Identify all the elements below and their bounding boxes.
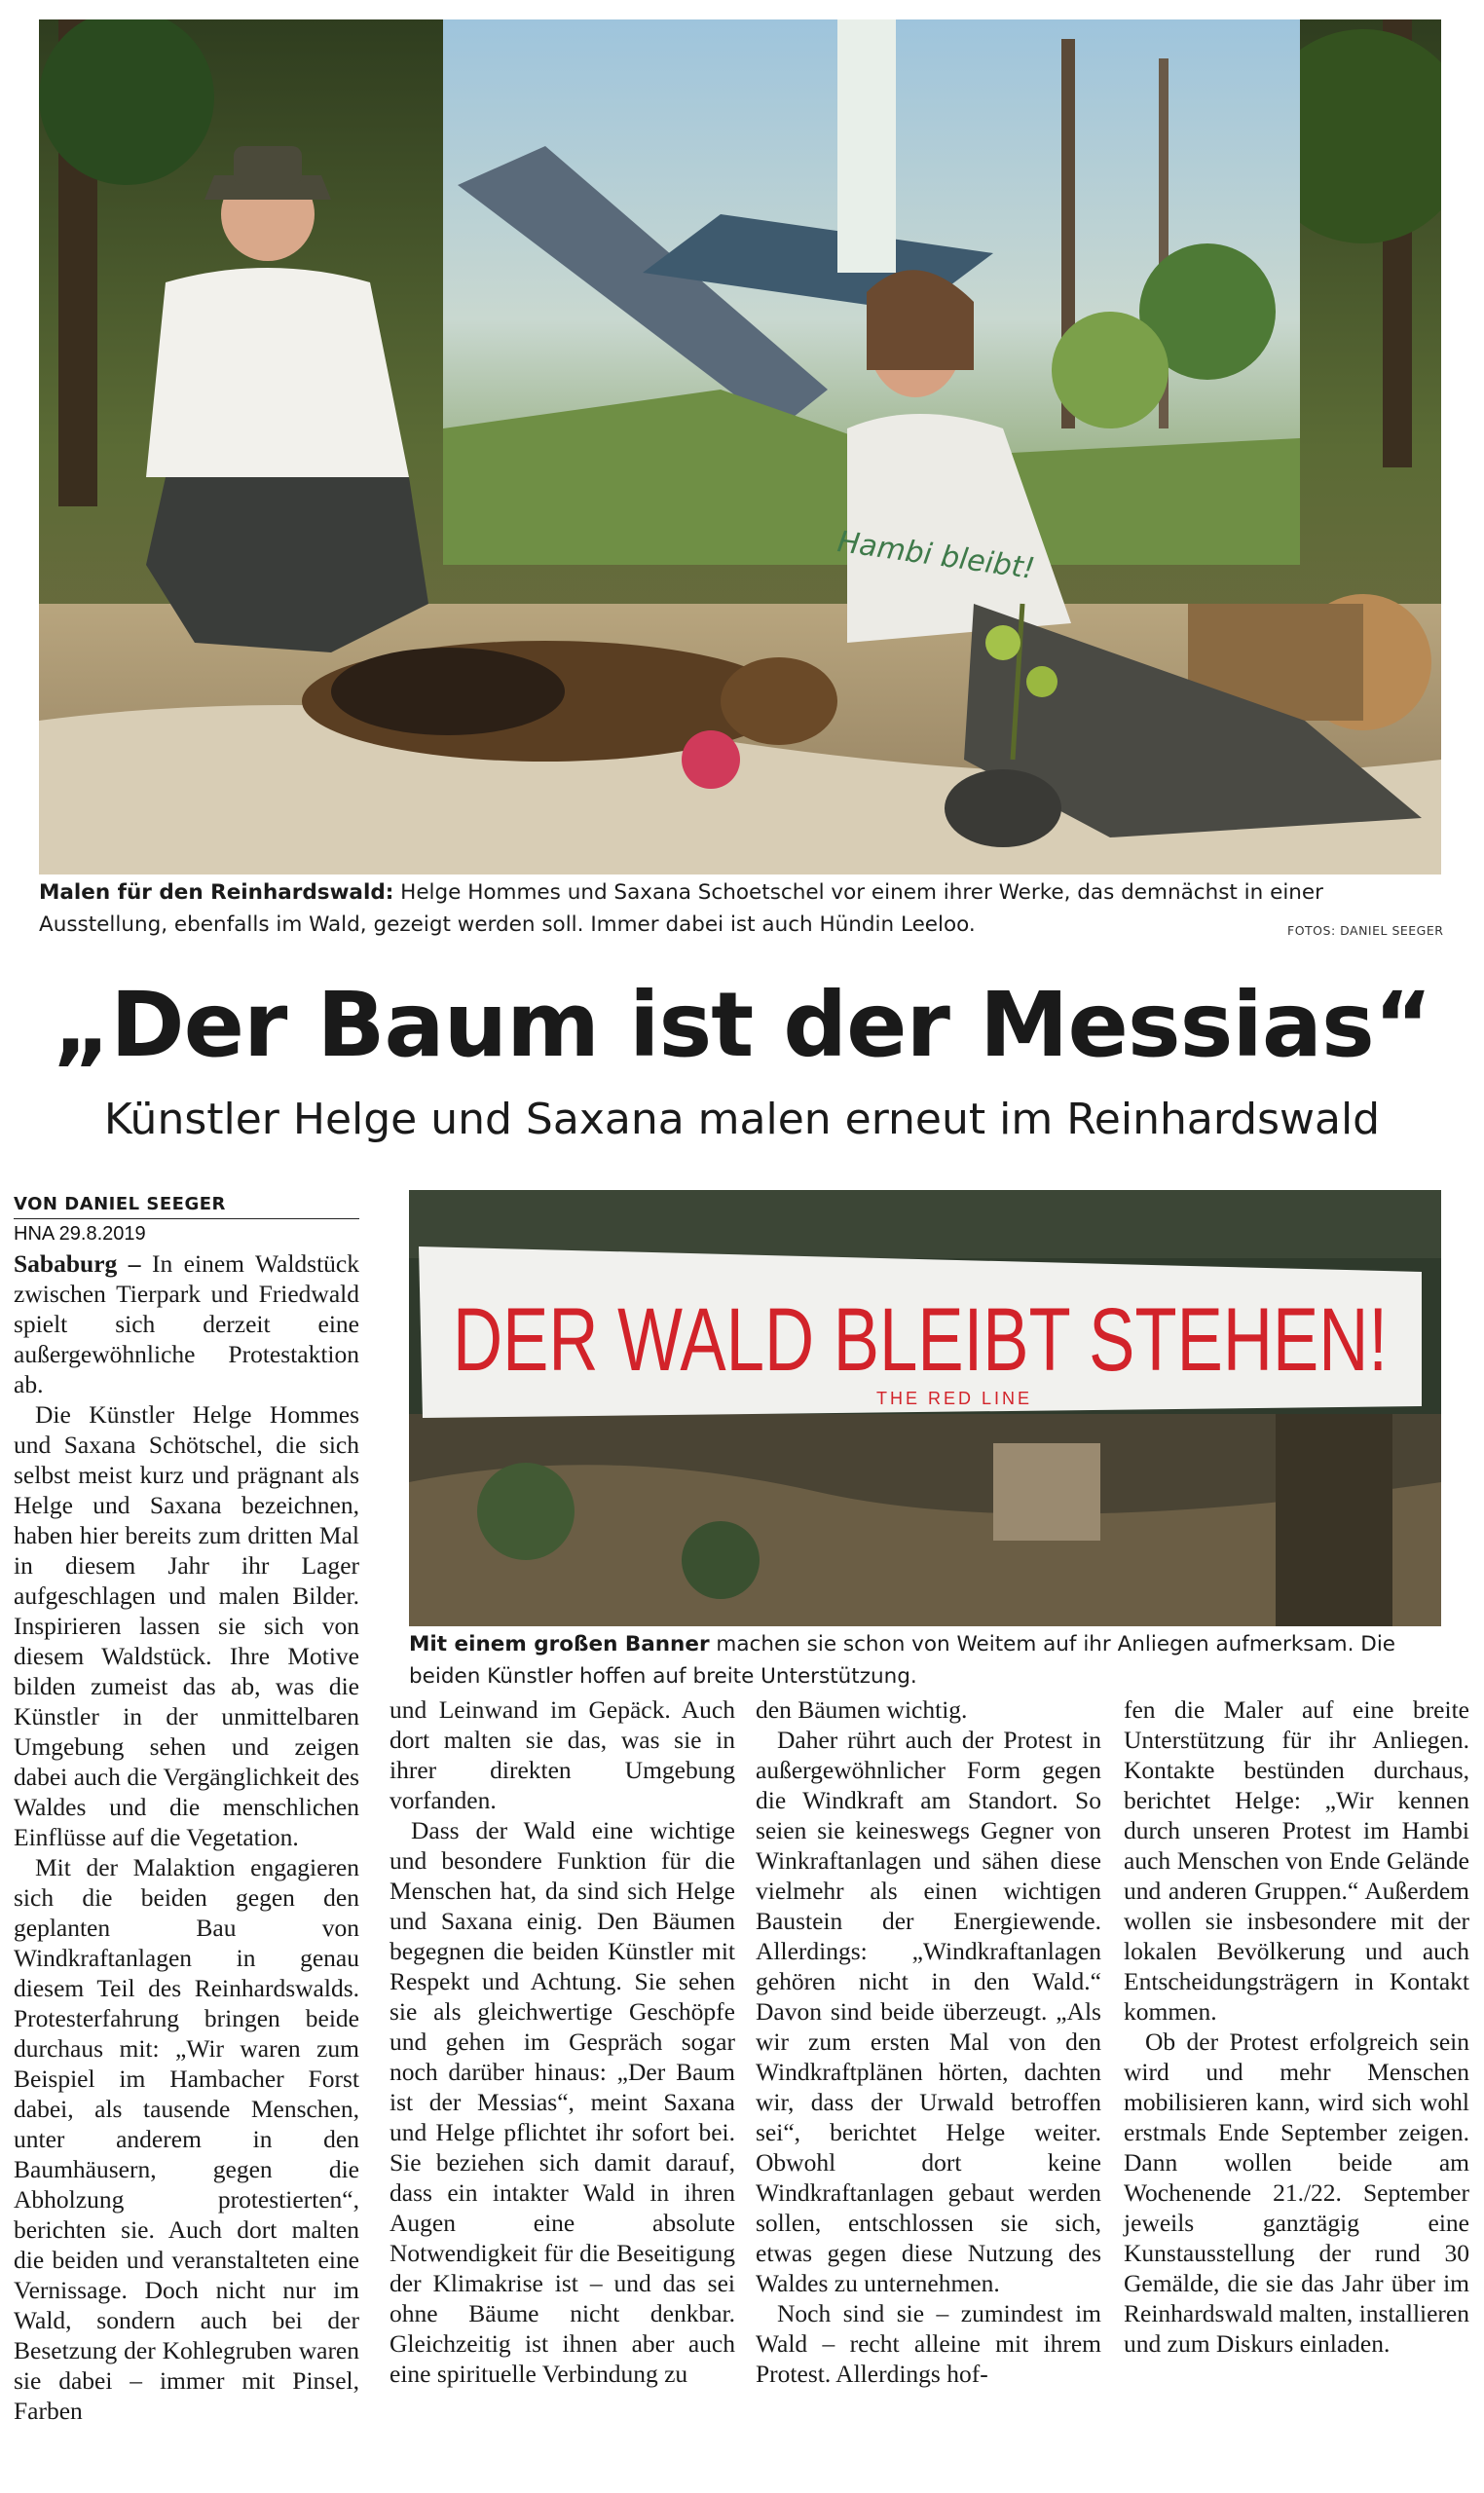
banner-text: DER WALD BLEIBT STEHEN!: [453, 1290, 1388, 1390]
article-column-3: [756, 1694, 1101, 2389]
article-column-1: [14, 1248, 359, 2426]
paragraph: fen die Maler auf eine breite Unterstützung für ihr Anliegen. Kontakte bestünden durchaus, berichtet Helge: „Wir kennen durch unseren Protest im Hambi auch Menschen von Ende Gelände und anderen Gruppen.“ Außerdem wollen sie insbesondere mit der lokalen Bevölkerung und auch Entscheidungsträgern in Kontakt kommen.: [1124, 1695, 1469, 2026]
article-column-4: [1124, 1694, 1469, 2359]
article-column-2: [390, 1694, 735, 2389]
paragraph: Mit der Malaktion engagieren sich die beiden gegen den geplanten Bau von Windkraftanlagen in genau diesem Teil des Reinhardswalds. Protesterfahrung bringen beide durchaus mit: „Wir waren zum Beispiel im Hambacher Forst dabei, als tausende Menschen, unter anderem in den Baumhäusern, gegen die Abholzung protestierten“, berichten sie. Auch dort malten die beiden und veranstalteten eine Vernissage. Doch nicht nur im Wald, sondern auch bei der Besetzung der Kohlegruben waren sie dabei – immer mit Pinsel, Farben: [14, 1853, 359, 2425]
paragraph-text: In einem Waldstück zwischen Tierpark und Friedwald spielt sich derzeit eine außergewöhnliche Protestaktion ab.: [14, 1249, 360, 1398]
paragraph: Ob der Protest erfolgreich sein wird und mehr Menschen mobilisieren kann, wird sich wohl erstmals Ende September zeigen. Dann wollen beide am Wochenende 21./22. September jeweils ganztägig eine Kunstausstellung der rund 30 Gemälde, die sie das Jahr über im Reinhardswald malten, installieren und zum Diskurs einladen.: [1124, 2028, 1469, 2358]
main-photo-artists-with-painting: [39, 19, 1441, 874]
paragraph: den Bäumen wichtig.: [756, 1695, 968, 1724]
paragraph: [14, 1248, 359, 1399]
photo2-caption: [409, 1628, 1441, 1693]
byline: VON DANIEL SEEGER: [14, 1194, 359, 1219]
paragraph: Dass der Wald eine wichtige und besondere Funktion für die Menschen hat, da sind sich Helge und Saxana einig. Den Bäumen begegnen die beiden Künstler mit Respekt und Achtung. Sie sehen sie als gleichwertige Geschöpfe und gehen im Gespräch sogar noch darüber hinaus: „Der Baum ist der Messias“, meint Saxana und Helge pflichtet ihr sofort bei. Sie beziehen sich damit darauf, dass ein intakter Wald in ihren Augen eine absolute Notwendigkeit für die Beseitigung der Klimakrise ist – und das sei ohne Bäume nicht denkbar. Gleichzeitig ist ihnen aber auch eine spirituelle Verbindung zu: [390, 1816, 735, 2388]
banner-forest-photo: [409, 1190, 1441, 1626]
forest-painting-photo: [39, 19, 1441, 874]
source-date: HNA 29.8.2019: [14, 1223, 146, 1245]
banner-subtext: THE RED LINE: [875, 1389, 1033, 1408]
headline: „Der Baum ist der Messias“: [52, 973, 1432, 1077]
dateline: Sababurg –: [14, 1249, 141, 1278]
photo1-caption-text: Helge Hommes und Saxana Schoetschel vor einem ihrer Werke, das demnächst in einer Ausstellung, ebenfalls im Wald, gezeigt werden soll. Immer dabei ist auch Hündin Leeloo.: [39, 880, 1323, 937]
photo-credit: FOTOS: DANIEL SEEGER: [1287, 923, 1444, 938]
shirt-slogan: Hambi bleibt!: [835, 525, 1037, 587]
banner-photo: [409, 1190, 1441, 1626]
photo2-caption-text: machen sie schon von Weitem auf ihr Anliegen aufmerksam. Die beiden Künstler hoffen auf breite Unterstützung.: [409, 1632, 1396, 1689]
paragraph: und Leinwand im Gepäck. Auch dort malten sie das, was sie in ihrer direkten Umgebung vorfanden.: [390, 1695, 735, 1814]
paragraph: Daher rührt auch der Protest in außergewöhnlicher Form gegen die Windkraft am Standort. So seien sie keineswegs Gegner von Winkraftanlagen und sähen diese vielmehr als einen wichtigen Baustein der Energiewende. Allerdings: „Windkraftanlagen gehören nicht in den Wald.“ Davon sind beide überzeugt. „Als wir zum ersten Mal von den Windkraftplänen hörten, dachten wir, dass der Urwald betroffen sei“, berichtet Helge weiter. Obwohl dort keine Windkraftanlagen gebaut werden sollen, entschlossen sie sich, etwas gegen diese Nutzung des Waldes zu unternehmen.: [756, 1726, 1101, 2297]
photo2-caption-bold: Mit einem großen Banner: [409, 1632, 710, 1656]
photo1-caption-bold: Malen für den Reinhardswald:: [39, 880, 394, 905]
paragraph: Noch sind sie – zumindest im Wald – recht alleine mit ihrem Protest. Allerdings hof-: [756, 2299, 1101, 2388]
subheadline: Künstler Helge und Saxana malen erneut im Reinhardswald: [103, 1095, 1381, 1144]
paragraph: Die Künstler Helge Hommes und Saxana Schötschel, die sich selbst meist kurz und prägnant als Helge und Saxana bezeichnen, haben hier bereits zum dritten Mal in diesem Jahr ihr Lager aufgeschlagen und malen Bilder. Inspirieren lassen sie sich von diesem Waldstück. Ihre Motive bilden zumeist das ab, was die Künstler in der unmittelbaren Umgebung sehen und zeigen dabei auch die Vergänglichkeit des Waldes und die menschlichen Einflüsse auf die Vegetation.: [14, 1400, 359, 1851]
photo1-caption: [39, 876, 1444, 941]
